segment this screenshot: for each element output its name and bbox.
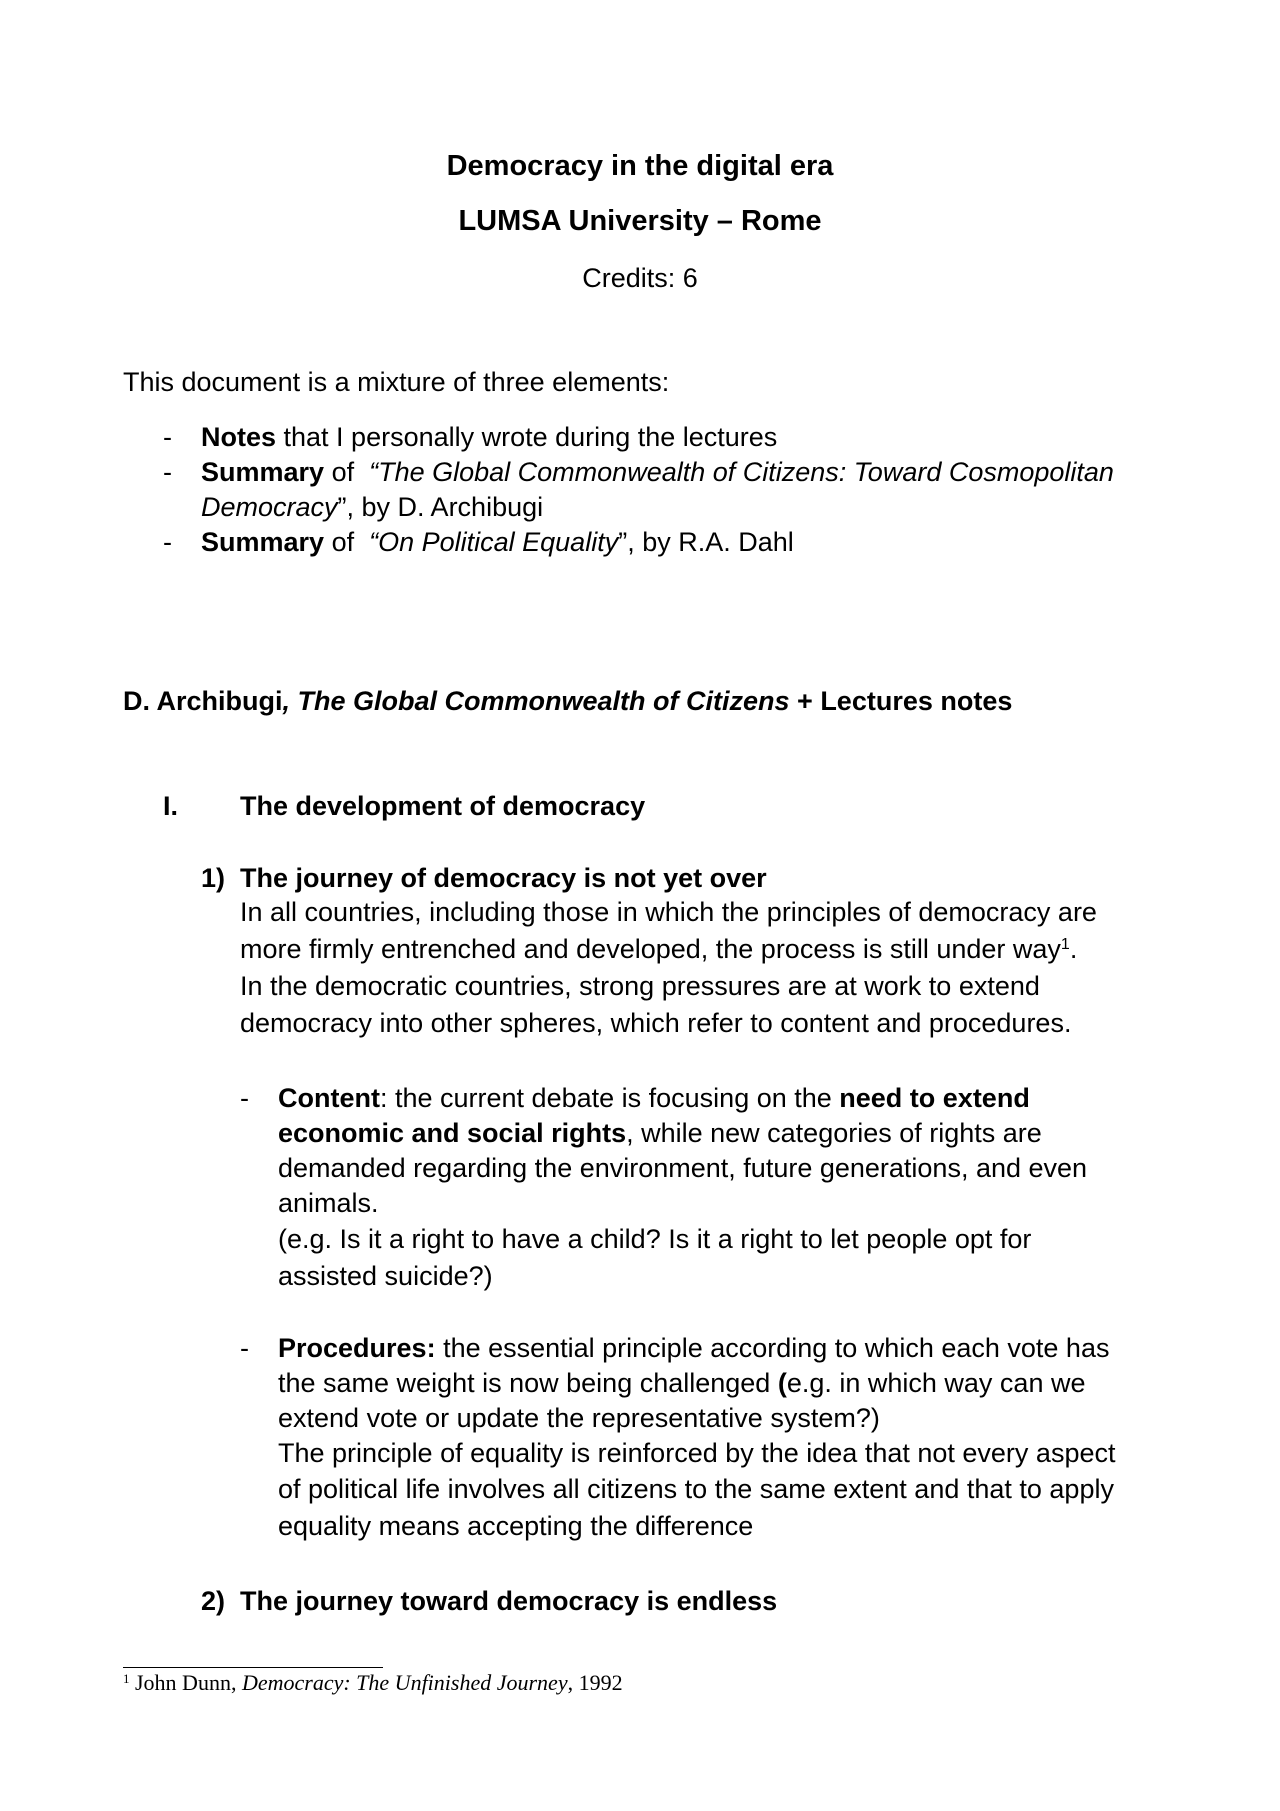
footnote: $^1$ John Dunn, Democracy: The Unfinished Journey, 1992 [123, 1670, 623, 1695]
section-heading: D. Archibugi, The Global Commonwealth of Citizens + Lectures notes [123, 686, 1013, 716]
bullet-summary-archibugi: Summary of “The Global Commonwealth of Citizens: Toward Cosmopolitan [201, 457, 1114, 487]
content-line: (e.g. Is it a right to have a child? Is it a right to let people opt for [278, 1224, 1032, 1254]
item-number: 1) [201, 863, 226, 893]
paragraph-line: more firmly entrenched and developed, the process is still under way$^1$. [240, 934, 1078, 964]
procedures-line: extend vote or update the representative system?) [278, 1403, 880, 1433]
content-line: Content: the current debate is focusing on the need to extend [278, 1083, 1030, 1113]
bullet-dash: - [240, 1083, 249, 1113]
document-title: Democracy in the digital era [446, 150, 834, 182]
content-line: demanded regarding the environment, future generations, and even [278, 1153, 1088, 1183]
procedures-line: equality means accepting the difference [278, 1511, 754, 1541]
paragraph-line: In the democratic countries, strong pressures are at work to extend [240, 971, 1040, 1001]
content-line: assisted suicide?) [278, 1261, 493, 1291]
bullet-dash: - [240, 1333, 249, 1363]
footnote-separator [123, 1667, 383, 1668]
footnote-ref: 1 [1060, 936, 1070, 953]
intro-text: This document is a mixture of three elements: [123, 367, 670, 397]
content-line: economic and social rights, while new categories of rights are [278, 1118, 1042, 1148]
bullet-notes: Notes that I personally wrote during the lectures [201, 422, 778, 452]
content-line: animals. [278, 1188, 379, 1218]
procedures-line: Procedures: the essential principle according to which each vote has [278, 1333, 1110, 1363]
paragraph-line: In all countries, including those in which the principles of democracy are [240, 897, 1097, 927]
bullet-dash: - [163, 422, 172, 452]
credits-line: Credits: 6 [582, 263, 698, 293]
bullet-summary-dahl: Summary of “On Political Equality”, by R.A. Dahl [201, 527, 794, 557]
procedures-line: The principle of equality is reinforced by the idea that not every aspect [278, 1438, 1116, 1468]
bullet-dash: - [163, 457, 172, 487]
bullet-dash: - [163, 527, 172, 557]
part-title: The development of democracy [240, 791, 646, 821]
item-title: The journey toward democracy is endless [240, 1586, 778, 1616]
bullet-summary-archibugi-cont: Democracy”, by D. Archibugi [201, 492, 544, 522]
procedures-line: of political life involves all citizens to the same extent and that to apply [278, 1474, 1114, 1504]
part-numeral: I. [163, 791, 179, 821]
item-title: The journey of democracy is not yet over [240, 863, 767, 893]
university-line: LUMSA University – Rome [458, 205, 822, 237]
procedures-line: the same weight is now being challenged (e.g. in which way can we [278, 1368, 1086, 1398]
paragraph-line: democracy into other spheres, which refer to content and procedures. [240, 1008, 1072, 1038]
item-number: 2) [201, 1586, 226, 1616]
bullet-bold: Notes [201, 422, 277, 452]
